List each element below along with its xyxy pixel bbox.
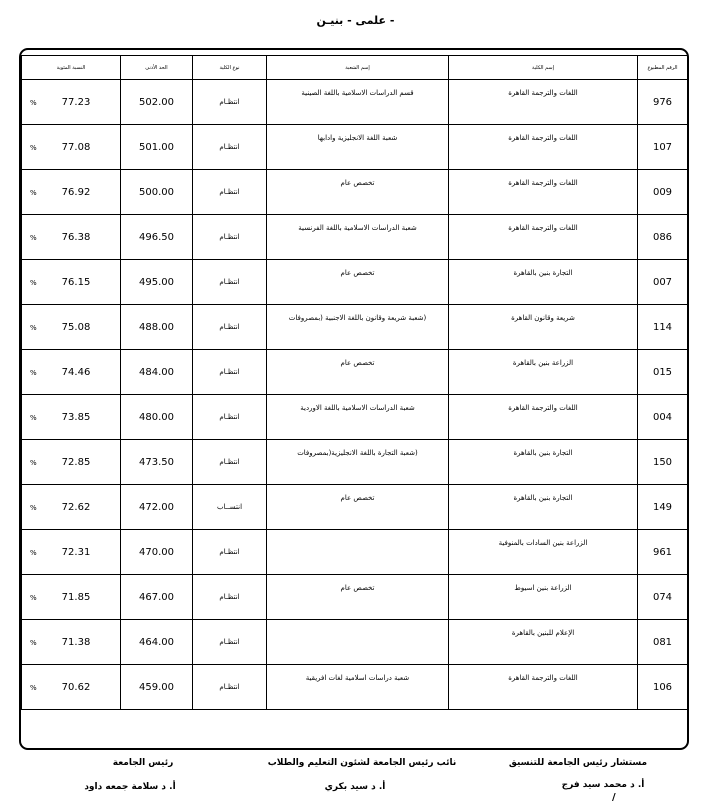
cell-pct (22, 575, 121, 620)
cell-type: انتظـام (193, 260, 267, 305)
header-faculty: إسم الكلية (449, 56, 638, 80)
cell-min: 495.00 (121, 260, 193, 305)
cell-pct (22, 350, 121, 395)
cell-branch: تخصص عام (267, 575, 449, 620)
cell-type: انتظـام (193, 620, 267, 665)
cell-faculty: التجارة بنين بالقاهرة (449, 485, 638, 530)
pct-value: 76.15 (61, 276, 91, 288)
cell-min: 459.00 (121, 665, 193, 710)
cell-min: 480.00 (121, 395, 193, 440)
cell-faculty: اللغات والترجمة القاهرة (449, 125, 638, 170)
header-type: نوع الكلية (193, 56, 267, 80)
table-row (22, 665, 688, 710)
table-row (22, 440, 688, 485)
percent-sign: % (30, 503, 37, 512)
pct-value: 75.08 (61, 321, 91, 333)
percent-sign: % (30, 188, 37, 197)
cell-pct (22, 170, 121, 215)
cell-code: 009 (638, 170, 688, 215)
pct-value: 77.08 (61, 141, 91, 153)
president-title: رئيس الجامعة (112, 758, 174, 768)
cell-code: 961 (638, 530, 688, 575)
cell-pct (22, 530, 121, 575)
cell-min: 501.00 (121, 125, 193, 170)
cell-faculty: اللغات والترجمة القاهرة (449, 170, 638, 215)
header-min: الحد الأدنى (121, 56, 193, 80)
cell-type: انتظـام (193, 440, 267, 485)
percent-sign: % (30, 98, 37, 107)
page-title: - علمى - بنيـن (316, 14, 395, 27)
table-row (22, 395, 688, 440)
cell-min: 472.00 (121, 485, 193, 530)
cell-branch (267, 530, 449, 575)
header-code: الرقم المطبوع (638, 56, 688, 80)
percent-sign: % (30, 368, 37, 377)
admission-table (21, 55, 688, 710)
cell-faculty: اللغات والترجمة القاهرة (449, 395, 638, 440)
cell-faculty: شريعة وقانون القاهرة (449, 305, 638, 350)
table-row (22, 530, 688, 575)
cell-faculty: اللغات والترجمة القاهرة (449, 80, 638, 125)
cell-faculty: التجارة بنين بالقاهرة (449, 440, 638, 485)
table-row (22, 305, 688, 350)
table-header-row (22, 56, 688, 80)
cell-code: 976 (638, 80, 688, 125)
cell-code: 086 (638, 215, 688, 260)
cell-faculty: الزراعة بنين السادات بالمنوفية (449, 530, 638, 575)
cell-type: انتظـام (193, 305, 267, 350)
cell-pct (22, 125, 121, 170)
cell-branch: (شعبة شريعة وقانون باللغة الاجنبية (بمصروفات (267, 305, 449, 350)
cell-faculty: الإعلام للبنين بالقاهرة (449, 620, 638, 665)
percent-sign: % (30, 233, 37, 242)
cell-code: 015 (638, 350, 688, 395)
cell-faculty: الزراعة بنين اسيوط (449, 575, 638, 620)
cell-code: 081 (638, 620, 688, 665)
cell-faculty: الزراعة بنين بالقاهرة (449, 350, 638, 395)
vp-name: أ. د سيد بكري (324, 782, 386, 792)
cell-branch: قسم الدراسات الاسلامية باللغة الصينية (267, 80, 449, 125)
cell-min: 488.00 (121, 305, 193, 350)
cell-code: 150 (638, 440, 688, 485)
cell-branch: تخصص عام (267, 170, 449, 215)
pct-value: 76.38 (61, 231, 91, 243)
percent-sign: % (30, 278, 37, 287)
cell-type: انتظـام (193, 125, 267, 170)
cell-pct (22, 485, 121, 530)
cell-min: 464.00 (121, 620, 193, 665)
table-row (22, 575, 688, 620)
pct-value: 72.31 (61, 546, 91, 558)
cell-branch: تخصص عام (267, 260, 449, 305)
cell-pct (22, 440, 121, 485)
cell-min: 496.50 (121, 215, 193, 260)
cell-branch: تخصص عام (267, 485, 449, 530)
pct-value: 72.85 (61, 456, 91, 468)
cell-min: 484.00 (121, 350, 193, 395)
cell-type: انتظـام (193, 395, 267, 440)
percent-sign: % (30, 638, 37, 647)
cell-min: 473.50 (121, 440, 193, 485)
cell-branch: شعبة دراسات اسلامية لغات افريقية (267, 665, 449, 710)
cell-type: انتظـام (193, 170, 267, 215)
pct-value: 74.46 (61, 366, 91, 378)
president-name: أ. د سلامة جمعه داود (84, 782, 176, 792)
cell-pct (22, 620, 121, 665)
cell-code: 149 (638, 485, 688, 530)
percent-sign: % (30, 683, 37, 692)
table-row (22, 170, 688, 215)
percent-sign: % (30, 593, 37, 602)
cell-pct (22, 215, 121, 260)
cell-type: انتظـام (193, 215, 267, 260)
advisor-name: أ. د محمد سيد فرج (561, 780, 645, 790)
cell-pct (22, 665, 121, 710)
cell-type: انتظـام (193, 665, 267, 710)
cell-branch: تخصص عام (267, 350, 449, 395)
cell-branch: (شعبة التجارة باللغة الانجليزية(بمصروفات (267, 440, 449, 485)
cell-faculty: التجارة بنين بالقاهرة (449, 260, 638, 305)
cell-pct (22, 395, 121, 440)
pct-value: 70.62 (61, 681, 91, 693)
cell-min: 470.00 (121, 530, 193, 575)
table-row (22, 620, 688, 665)
signature-mark: / (612, 792, 616, 803)
table-row (22, 350, 688, 395)
cell-faculty: اللغات والترجمة القاهرة (449, 215, 638, 260)
cell-code: 004 (638, 395, 688, 440)
cell-type: انتظـام (193, 530, 267, 575)
cell-type: انتســاب (193, 485, 267, 530)
pct-value: 71.38 (61, 636, 91, 648)
table-row (22, 80, 688, 125)
cell-pct (22, 260, 121, 305)
cell-branch: شعبة اللغة الانجليزية وادابها (267, 125, 449, 170)
cell-branch (267, 620, 449, 665)
cell-pct (22, 305, 121, 350)
header-branch: إسم الشعبة (267, 56, 449, 80)
percent-sign: % (30, 143, 37, 152)
table-row (22, 485, 688, 530)
table-row (22, 215, 688, 260)
cell-type: انتظـام (193, 350, 267, 395)
cell-faculty: اللغات والترجمة القاهرة (449, 665, 638, 710)
vp-title: نائب رئيس الجامعة لشئون التعليم والطلاب (267, 758, 457, 768)
cell-code: 107 (638, 125, 688, 170)
pct-value: 73.85 (61, 411, 91, 423)
cell-min: 467.00 (121, 575, 193, 620)
cell-code: 074 (638, 575, 688, 620)
pct-value: 72.62 (61, 501, 91, 513)
table-row (22, 260, 688, 305)
cell-pct (22, 80, 121, 125)
cell-type: انتظـام (193, 575, 267, 620)
pct-value: 76.92 (61, 186, 91, 198)
cell-type: انتظـام (193, 80, 267, 125)
pct-value: 77.23 (61, 96, 91, 108)
advisor-title: مستشار رئيس الجامعة للتنسيق (508, 758, 648, 768)
percent-sign: % (30, 323, 37, 332)
percent-sign: % (30, 458, 37, 467)
pct-value: 71.85 (61, 591, 91, 603)
percent-sign: % (30, 413, 37, 422)
header-pct: النسبة المئوية (22, 56, 121, 80)
percent-sign: % (30, 548, 37, 557)
cell-code: 007 (638, 260, 688, 305)
cell-min: 502.00 (121, 80, 193, 125)
cell-min: 500.00 (121, 170, 193, 215)
cell-code: 114 (638, 305, 688, 350)
table-row (22, 125, 688, 170)
cell-branch: شعبة الدراسات الاسلامية باللغة الاوردية (267, 395, 449, 440)
results-frame (19, 48, 689, 750)
cell-branch: شعبة الدراسات الاسلامية باللغة الفرنسية (267, 215, 449, 260)
cell-code: 106 (638, 665, 688, 710)
